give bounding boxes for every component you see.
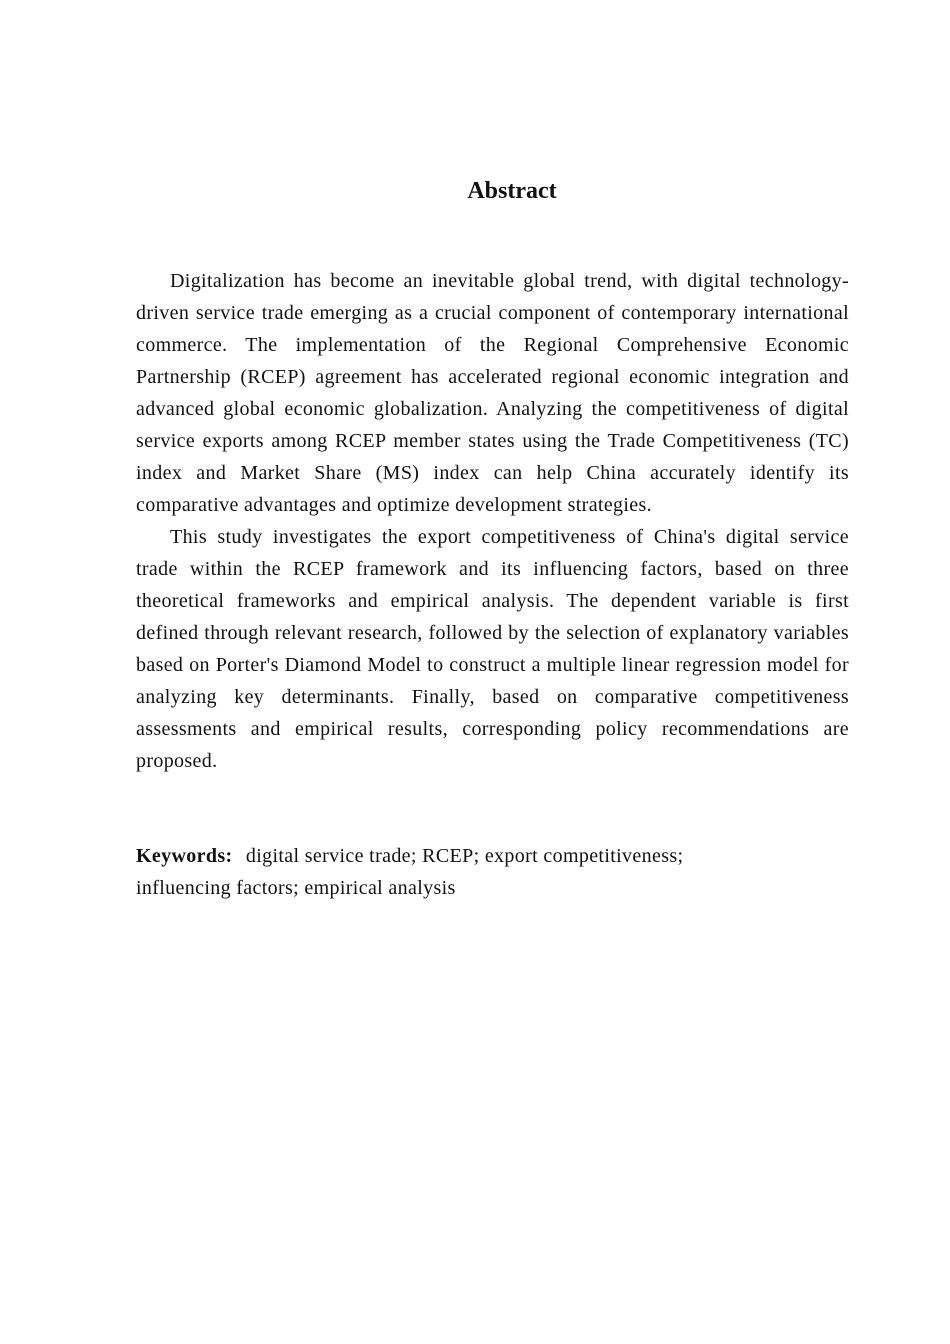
keywords-label: Keywords: [136, 845, 233, 867]
keywords-line-1 [136, 840, 849, 872]
abstract-body [136, 265, 849, 777]
keywords-line-2: influencing factors; empirical analysis [136, 877, 456, 899]
keywords-list-part-1: digital service trade; RCEP; export competitiveness; [245, 845, 684, 867]
abstract-title: Abstract [467, 178, 557, 204]
abstract-paragraph-1: Digitalization has become an inevitable global trend, with digital technology-driven service trade emerging as a crucial component of contemporary international commerce. The implementation of the Regional Comprehensive Economic Partnership (RCEP) agreement has accelerated regional economic integration and advanced global economic globalization. Analyzing the competitiveness of digital service exports among RCEP member states using the Trade Competitiveness (TC) index and Market Share (MS) index can help China accurately identify its comparative advantages and optimize development strategies. [136, 270, 849, 516]
keywords-section [136, 840, 849, 904]
abstract-paragraph-2: This study investigates the export competitiveness of China's digital service trade within the RCEP framework and its influencing factors, based on three theoretical frameworks and empirical analysis. The dependent variable is first defined through relevant research, followed by the selection of explanatory variables based on Porter's Diamond Model to construct a multiple linear regression model for analyzing key determinants. Finally, based on comparative competitiveness assessments and empirical results, corresponding policy recommendations are proposed. [136, 526, 849, 772]
